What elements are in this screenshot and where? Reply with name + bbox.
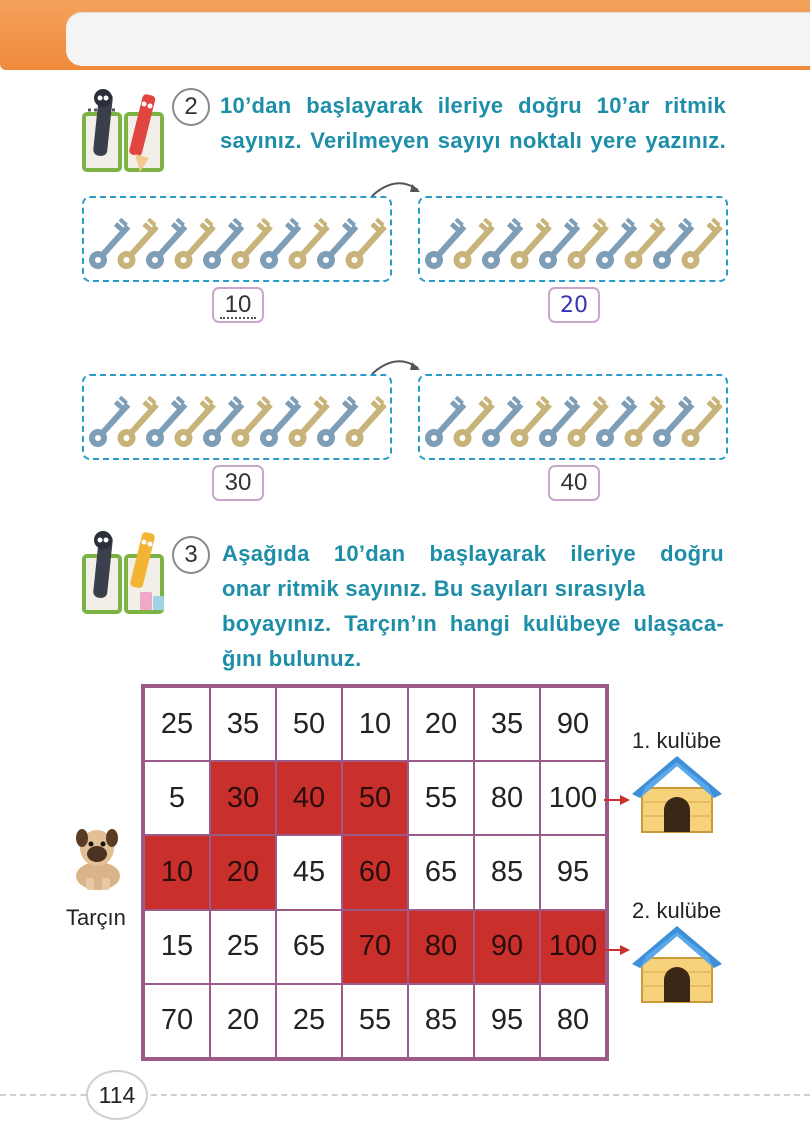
answer-box-3 [212,465,264,501]
grid-cell[interactable]: 95 [474,984,540,1058]
curved-arrow-icon [368,176,424,200]
grid-cell[interactable]: 100 [540,910,606,984]
grid-cell[interactable]: 35 [474,687,540,761]
grid-cell[interactable]: 35 [210,687,276,761]
grid-cell[interactable]: 65 [408,835,474,909]
grid-cell[interactable]: 10 [144,835,210,909]
answer-value: 10 [224,291,252,318]
grid-cell[interactable]: 85 [474,835,540,909]
grid-cell[interactable]: 25 [210,910,276,984]
curved-arrow-icon [368,354,424,378]
grid-cell[interactable]: 25 [276,984,342,1058]
grid-cell[interactable]: 60 [342,835,408,909]
dog-house-1-icon[interactable] [630,752,724,836]
exercise-3-text-line: Aşağıda 10’dan başlayarak ileriye doğru [222,541,724,566]
grid-cell[interactable]: 65 [276,910,342,984]
number-grid [141,684,609,1061]
grid-cell[interactable]: 55 [342,984,408,1058]
exercise-2-instructions [220,88,726,158]
grid-cell[interactable]: 70 [342,910,408,984]
key-group-1 [82,196,392,282]
dog-icon [66,820,128,892]
right-arrow-icon [604,942,630,958]
dog-label: Tarçın [66,905,126,930]
exercise-3-number: 3 [172,536,210,574]
grid-cell[interactable]: 25 [144,687,210,761]
grid-cell[interactable]: 80 [474,761,540,835]
house-1-label: 1. kulübe [632,728,722,753]
grid-cell[interactable]: 50 [276,687,342,761]
exercise-2-text-line: 10’dan başlayarak ileriye doğru 10’ar ritmik [220,93,726,118]
key-group-4 [418,374,728,460]
exercise-2-text-line: sayınız. Verilmeyen sayıyı noktalı yere yazınız. [220,128,726,153]
exercise-3-text-line: ğını bulunuz. [222,646,362,671]
pen-brush-mascot-icon [80,526,172,618]
grid-cell[interactable]: 10 [342,687,408,761]
grid-cell[interactable]: 100 [540,761,606,835]
answer-box-1 [212,287,264,323]
header-band [0,0,810,72]
grid-cell[interactable]: 55 [408,761,474,835]
grid-cell[interactable]: 20 [408,687,474,761]
house-2-label: 2. kulübe [632,898,722,923]
page-number: 114 [86,1070,148,1120]
grid-cell[interactable]: 90 [474,910,540,984]
grid-cell[interactable]: 50 [342,761,408,835]
exercise-3-text-line: boyayınız. Tarçın’ın hangi kulübeye ulaşaca- [222,611,724,636]
grid-cell[interactable]: 45 [276,835,342,909]
grid-cell[interactable]: 15 [144,910,210,984]
grid-cell[interactable]: 20 [210,835,276,909]
answer-value: 20 [560,292,588,318]
grid-cell[interactable]: 20 [210,984,276,1058]
grid-cell[interactable]: 85 [408,984,474,1058]
right-arrow-icon [604,792,630,808]
answer-value: 40 [560,469,588,496]
answer-box-2[interactable] [548,287,600,323]
exercise-3-instructions [222,536,724,676]
dog-house-2-icon[interactable] [630,922,724,1006]
key-group-2 [418,196,728,282]
exercise-3-text-line: onar ritmik sayınız. Bu sayıları sırasıyla [222,576,646,601]
grid-cell[interactable]: 80 [408,910,474,984]
header-card [66,12,810,66]
exercise-2-number: 2 [172,88,210,126]
grid-cell[interactable]: 80 [540,984,606,1058]
grid-cell[interactable]: 5 [144,761,210,835]
grid-cell[interactable]: 70 [144,984,210,1058]
grid-cell[interactable]: 90 [540,687,606,761]
grid-cell[interactable]: 40 [276,761,342,835]
key-group-3 [82,374,392,460]
answer-value: 30 [224,469,252,496]
pen-pencil-mascot-icon [80,84,172,176]
grid-cell[interactable]: 30 [210,761,276,835]
answer-box-4 [548,465,600,501]
dotted-line [220,317,256,319]
grid-cell[interactable]: 95 [540,835,606,909]
